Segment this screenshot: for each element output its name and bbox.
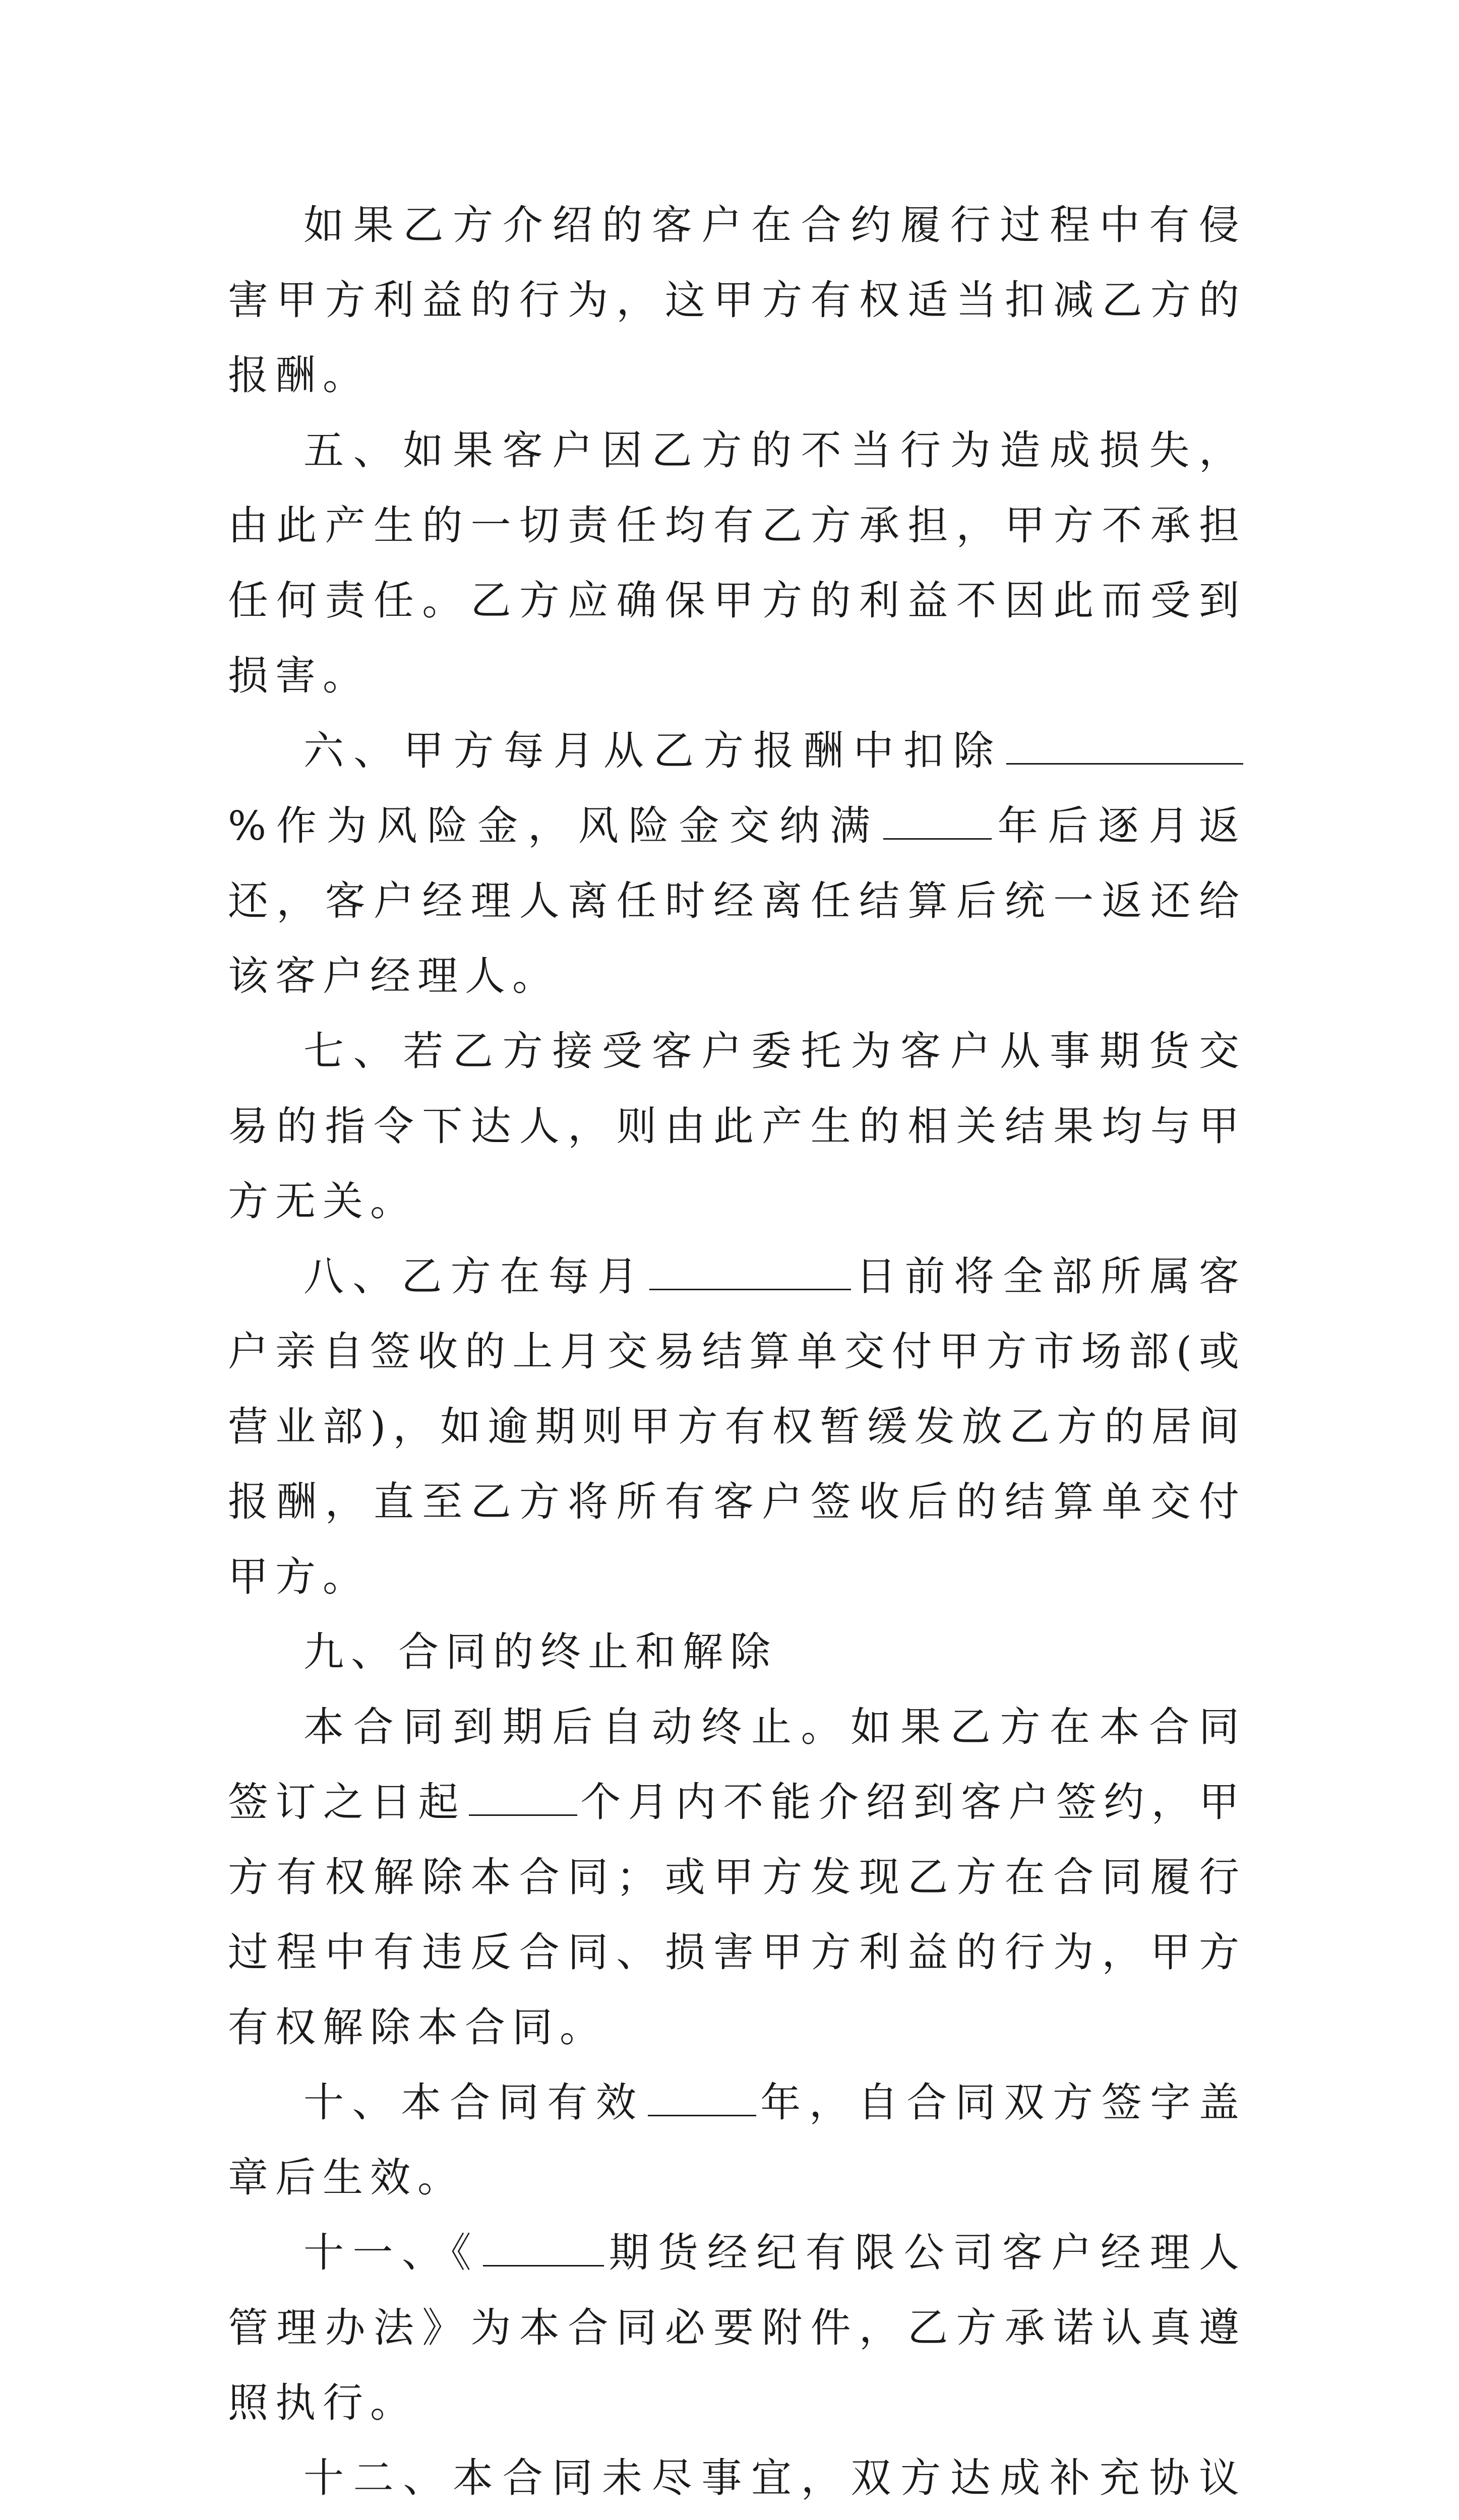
termination-text-b: 个月内不能介绍到客户签约，甲方有权解除本合同；或甲方发现乙方在合同履行过程中有违反合同、损害甲方利益的行为，甲方有权解除本合同。: [228, 1779, 1247, 2051]
clause-8-text-b: 日前将全部所属客户亲自签收的上月交易结算单交付甲方市场部(或营业部)，如逾期则甲方有权暂缓发放乙方的居间报酬，直至乙方将所有客户签收后的结算单交付甲方。: [228, 1253, 1247, 1600]
risk-percentage-blank: [1006, 729, 1243, 765]
clause-6-text-a: 六、甲方每月从乙方报酬中扣除: [303, 727, 1003, 774]
document-body: [228, 187, 1246, 2520]
paragraph-termination: [228, 1689, 1246, 2065]
clause-6-text-b: %作为风险金，风险金交纳满: [228, 802, 880, 849]
paragraph-clause-7: 七、若乙方接受客户委托为客户从事期货交易的指令下达人，则由此产生的相关结果均与甲方无关。: [228, 1028, 1246, 1225]
clause-11-text-b: 期货经纪有限公司客户经理人管理办法》为本合同必要附件，乙方承诺认真遵照执行。: [228, 2229, 1247, 2426]
paragraph-client-infringement: 如果乙方介绍的客户在合约履行过程中有侵害甲方利益的行为，这甲方有权适当扣减乙方的报酬。: [228, 202, 1246, 399]
clause-8-text-a: 八、乙方在每月: [303, 1253, 647, 1300]
clause-10-text-a: 十、本合同有效: [303, 2079, 645, 2126]
risk-years-blank: [883, 804, 992, 840]
paragraph-clause-10: [228, 2065, 1246, 2215]
paragraph-clause-6: [228, 713, 1246, 1014]
paragraph-clause-12: 十二、本合同未尽事宜，双方达成补充协议: [303, 2454, 1246, 2501]
paragraph-clause-8: [228, 1239, 1246, 1614]
termination-months-blank: [469, 1780, 577, 1816]
company-name-blank: [483, 2231, 604, 2266]
monthly-day-blank: [649, 1254, 851, 1290]
paragraph-clause-5: 五、如果客户因乙方的不当行为造成损失，由此产生的一切责任均有乙方承担，甲方不承担任何责任。乙方应确保甲方的利益不因此而受到损害。: [228, 427, 1246, 699]
clause-6-text-c: 年后逐月返还，客户经理人离任时经离任结算后统一返还给该客户经理人。: [228, 802, 1247, 999]
termination-text-a: 本合同到期后自动终止。如果乙方在本合同签订之日起: [228, 1704, 1246, 1825]
validity-years-blank: [648, 2081, 756, 2116]
paragraph-clause-9-heading: 九、合同的终止和解除: [303, 1628, 777, 1675]
clause-11-text-a: 十一、《: [303, 2229, 480, 2276]
paragraph-clause-11: [228, 2215, 1246, 2440]
clause-10-text-b: 年，自合同双方签字盖章后生效。: [228, 2079, 1247, 2201]
